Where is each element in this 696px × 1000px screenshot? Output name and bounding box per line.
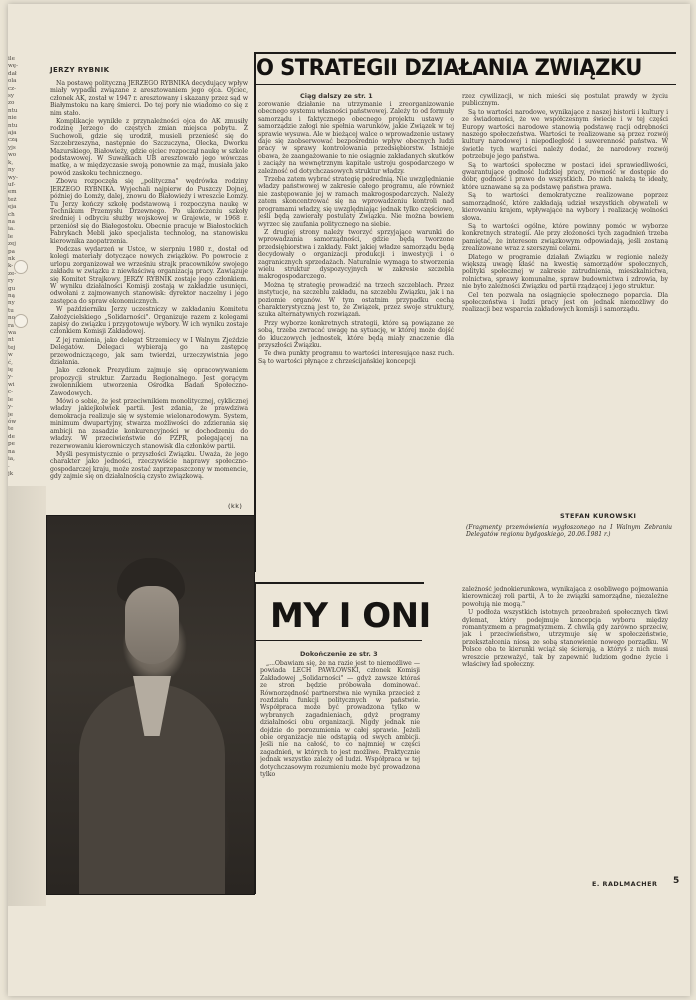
myioni-frame-left <box>254 582 256 894</box>
strategy-author: STEFAN KUROWSKI <box>560 512 637 520</box>
paragraph: zorowanie działanie na utrzymanie i zreorganizowanie obecnego systemu własności państwowej. Zależy to od formuły samorządu i faktycznego obecnego projektu ustawy o samorządzie załogi nie spełnia warunków, jakie Związek w tej sprawie wysuwa. Ale w bieżącej walce o wprowadzenie ustawy daje się zaobserwować bezpośrednio wpływ obecnych ludzi pracy w sprawy kontrolowania przedsiębiorstw. Istnieje obawa, że zaangażowanie to nie osiągnie zakładanych skutków i zaciąży na wewnętrznym kapitale ustroju gospodarczego w zależność od dotychczasowych struktur władzy. <box>258 101 454 175</box>
paragraph: Są to wartości ogólne, które powinny pomóc w wyborze konkretnych strategii. Ale przy złożoności tych zagadnień trzeba pamiętać, że interesom związkowym odpowiadają, jeśli zostaną zrealizowane wraz z szerszymi celami. <box>462 222 668 253</box>
paragraph: Komplikacje wynikłe z przynależności ojca do AK zmusiły rodzinę Jerzego do częstych zmian miejsca pobytu. Z Suchowoli, gdzie się urodził, musieli przenieść się do Szczebrzeszyna, następnie do Szczuczyna, Olecka, Dworku Mazurskiego, Białowieży, gdzie ojciec rozpoczął naukę w szkole podstawowej. W Suwałkach UB aresztowało jego wówczas matkę, a w międzyczasie swoją ponownie za mąż, musiała jako powód zaskoku technicznego. <box>50 118 248 177</box>
paragraph: Są to wartości narodowe, wynikające z naszej historii i kultury i ze świadomości, że we współczesnym świecie i w tej części Europy wartości narodowe stanowią podstawę racji odrębności naszego społeczeństwa. Wartości te realizowane są przez rozwój kultury narodowej i niepodległość i suwerenność państwa. W świetle tych wartości należy dodać, że narodowy rozwój potrzebuje jego państwa. <box>462 108 668 161</box>
cut-off-adjacent-column: ile wę- dał ola cz- sy zo ntu nie ntu aja czą yjs wo k, ny wy- uf- em też eja ch na ia. le zej pa nk k- ze- ry gu ną ny tu no ra wa nt tej w ć, ię y- wi c- le y- je ów te de pe na ia, . jk <box>8 56 18 477</box>
left-article-signoff: (kk) <box>228 502 243 510</box>
paragraph: zależność jednokierunkowa, wynikająca z osobliwego pojmowania kierowniczej roli partii, A to że związki samorządne, niezależne powołują nie mogą." <box>462 586 668 608</box>
paragraph: Z jej ramienia, jako delegat Strzemiecy w I Walnym Zjeździe Delegatów. Delegaci wybierają go na zastępcę przewodniczącego, jak sam twierdzi, urzeczywistnia jego działania. <box>50 336 248 367</box>
strategy-column-2 <box>462 93 668 493</box>
left-margin-shadow <box>8 486 46 906</box>
strategy-frame-left <box>254 52 256 572</box>
left-article-body <box>50 80 248 500</box>
myioni-headline: MY I ONI <box>270 596 431 636</box>
page-number: 5 <box>673 876 680 886</box>
paragraph: Mówi o sobie, że jest przeciwnikiem monolitycznej, cyklicznej władzy jakiejkolwiek partii. Jest zdania, że prawdziwa demokracja realizuje się w systemie wielonarodowym. System, minimum dwupartyjny, stwarza możliwości do zdzierania się ambicji na zasadzie konkurencyjności w dochodzeniu do władzy. W przeciwieństwie do PZPR, polegającej na rezerwowaniu kierowniczych stanowisk dla członków partii. <box>50 398 248 450</box>
strategy-source-note: (Fragmenty przemówienia wygłoszonego na I Walnym Zebraniu Delegatów regionu bydgoskiego, 20.06.1981 r.) <box>466 524 672 539</box>
strategy-headline: O STRATEGII DZIAŁANIA ZWIĄZKU <box>256 56 642 81</box>
paragraph: Są to wartości społeczne w postaci idei sprawiedliwości, gwarantujące godność ludzkiej pracy, równość w dostępie do dóbr, godność i prawo do wszystkich. Do nich należą te ideały, które uznawane są za podstawę państwa prawa. <box>462 161 668 191</box>
paragraph: Myśli pesymistycznie o przyszłości Związku. Uważa, że jego charakter jako jedności, rzeczywiście naprawy społeczno-gospodarczej kraju, może zostać zaprzepaszczony w momencie, gdy zajmie się on działalnością czysto związkową. <box>50 450 248 481</box>
paragraph: Na postawę polityczną JERZEGO RYBNIKA decydujący wpływ miały wypadki związane z aresztowaniem jego ojca. Ojciec, członek AK, został w 1947 r. aresztowany i skazany przez sąd w Białymstoku na karę śmierci. Do tej pory nie wiadomo co się z nim stało. <box>50 80 248 117</box>
strategy-column-1 <box>258 101 454 561</box>
myioni-author: E. RADLMACHER <box>592 880 658 888</box>
myioni-column-2 <box>462 586 668 876</box>
paragraph: Można tę strategię prowadzić na trzech szczeblach. Przez instytucje, na szczeblu zakładu, na szczeblu Związku, jak i na poziomie organów. W tym ostatnim przypadku cechą charakterystyczną jest to, że Związek, przez swoje struktury, szuka alternatywnych rozwiązań. <box>258 281 454 319</box>
paragraph: Cel ten pozwala na osiągnięcie społecznego poparcia. Dla społeczeństwa i ludzi pracy jest on jednak niemożliwy do realizacji bez wsparcia zakładowych komisji i samorządu. <box>462 291 668 314</box>
paragraph: Dlatego w programie działań Związku w regionie należy większą uwagę kłaść na kwestię samorządów społecznych, polityki społecznej w zakresie zatrudnienia, mieszkalnictwa, rolnictwa, sprawy komunalne, spraw budownictwa i zdrowia, by nie było zależności Związku od partii rządzącej i jego struktur. <box>462 253 668 291</box>
myioni-frame-top <box>254 582 424 584</box>
paragraph: Te dwa punkty programu to wartości interesujące nasz ruch. Są to wartości płynące z chrześcijańskiej koncepcji <box>258 350 454 365</box>
paragraph: Zbowu rozpoczęła się „polityczna" wędrówka rodziny JERZEGO RYBNIKA. Wyjechali najpierw do Puszczy Dojnej, później do Łomży, dalej, znowu do Białowieży i wreszcie Łomży. Tu Jerzy kończy szkołę podstawową i rozpoczyna naukę w Technikum Przemysłu Drzewnego. Po ukończeniu szkoły średniej i odbyciu służby wojskowej w Grajewie, w 1968 r. przeniósł się do Białegostoku. Obecnie pracuje w Białostockich Fabrykach Mebli jako specjalista technolog, na stanowisku kierownika zaopatrzenia. <box>50 178 248 245</box>
myioni-title-underline <box>256 640 422 641</box>
paragraph: rzez cywilizacji, w nich mieści się postulat prawdy w życiu publicznym. <box>462 93 668 108</box>
paragraph: „...Obawiam się, że na razie jest to niemożliwe — powiada LECH PAWŁOWSKI, członek Komisji Zakładowej „Solidarności" — gdyż zawsze któraś ze stron będzie próbowała dominować. Równorzędność partnerstwa nie wynika przecież z rozdziału funkcji politycznych w państwie. Współpraca może być prowadzona tylko w wybranych zagadnieniach, gdyż programy działalności obu organizacji. Nigdy jednak nie dojdzie do porozumienia w całej sprawie. Jeżeli obie organizacje nie odstąpią od swych ambicji. Jeśli nie na całość, to co najmniej w części zagadnień, w których to jest możliwe. Praktycznie jednak wszystko zależy od ludzi. Współpraca w tej dotychczasowym rozumieniu może być prowadzona tylko <box>260 660 420 779</box>
paragraph: Jako członek Prezydium zajmuje się opracowywaniem propozycji struktur. Zarzadu Regionalnego. Jest gorącym zwolennikiem utworzenia Ośrodka Badań Społeczno-Zawodowych. <box>50 367 248 397</box>
paragraph: W październiku Jerzy uczestniczy w zakładaniu Komitetu Założycielskiego „Solidarności". Organizuje razem z kolegami zapisy do związku i przygotowuje wybory. W ich wyniku zostaje członkiem Komisji Zakładowej. <box>50 306 248 336</box>
strategy-title-underline <box>256 84 676 85</box>
myioni-column-1 <box>260 660 420 892</box>
strategy-continued-note: Ciąg dalszy ze str. 1 <box>300 92 373 100</box>
myioni-continued-note: Dokończenie ze str. 3 <box>300 650 378 658</box>
paragraph: Z drugiej strony należy tworzyć sprzyjające warunki do wprowadzania samorządności, gdzie będą tworzone przedsiębiorstwa i zakłady. Fakt jakiej władze samorządu będą decydowały o organizacji produkcji i inwestycji i o zagranicznych sprzedażach. Naturalnie wymaga to stworzenia wielu struktur dyspozycyjnych w zakresie szczebla makrogospodarczego. <box>258 228 454 281</box>
strategy-frame-top <box>254 52 676 54</box>
paragraph: Trzeba zatem wybrać strategię pośrednią. Nie uwzględnianie władzy państwowej w zakresie całego programu, ale również nie zastępowanie jej w ramach makrogospodarczych. Należy zatem skoncentrować się na wprowadzeniu kontroli nad programami władzy, się uwzględniając jednak tylko częściowo, jeśli będą zawierały postulaty Związku. Nie można bowiem wyrzec się zaufania politycznego na siebie. <box>258 176 454 228</box>
portrait-photo <box>46 515 255 895</box>
paragraph: Podczas wydarzeń w Ustce, w sierpniu 1980 r., dostał od kolegi materiały dotyczące nowych związków. Po powrocie z urlopu zorganizował we wrześniu strajk pracowników swojego zakładu w związku z niewłaściwą organizacją pracy. Zawiązuje się Komitet Strajkowy. JERZY RYBNIK zostaje jego członkiem. W wyniku działalności Komisji zostają w zakładzie usunięci, odwołani z zajmowanych stanowisk: dyrektor naczelny i jego zastępca do spraw ekonomicznych. <box>50 245 248 305</box>
paragraph: Są to wartości demokratyczne realizowane poprzez samorządność, które zakładają udział wszystkich obywateli w kierowaniu krajem, wpływające na wybory i realizację wolności słowa. <box>462 192 668 222</box>
article-byline: JERZY RYBNIK <box>50 66 110 74</box>
paragraph: Przy wyborze konkretnych strategii, które są powiązane ze sobą, trzeba zwracać uwagę na sytuację, w której może dojść do kluczowych jednostek, które będą miały znaczenie dla przyszłości Związku. <box>258 319 454 349</box>
paragraph: U podłoża wszystkich istotnych przeobrażeń społecznych tkwi dylemat, który podejmuje koncepcja wyboru między romantyzmem a pragmatyzmem. Z chwilą gdy zarówno sprzeciw, jak i przeciwieństwo, utrzymuje się w społeczeństwie, przekształcenia niosą ze sobą stanowienie nowego porządku. W Polsce oba te kierunki wciąż się ścierają, a któryś z nich musi wreszcie przeważyć, tak by zapewnić ludziom godne życie i właściwy ład społeczny. <box>462 609 668 669</box>
